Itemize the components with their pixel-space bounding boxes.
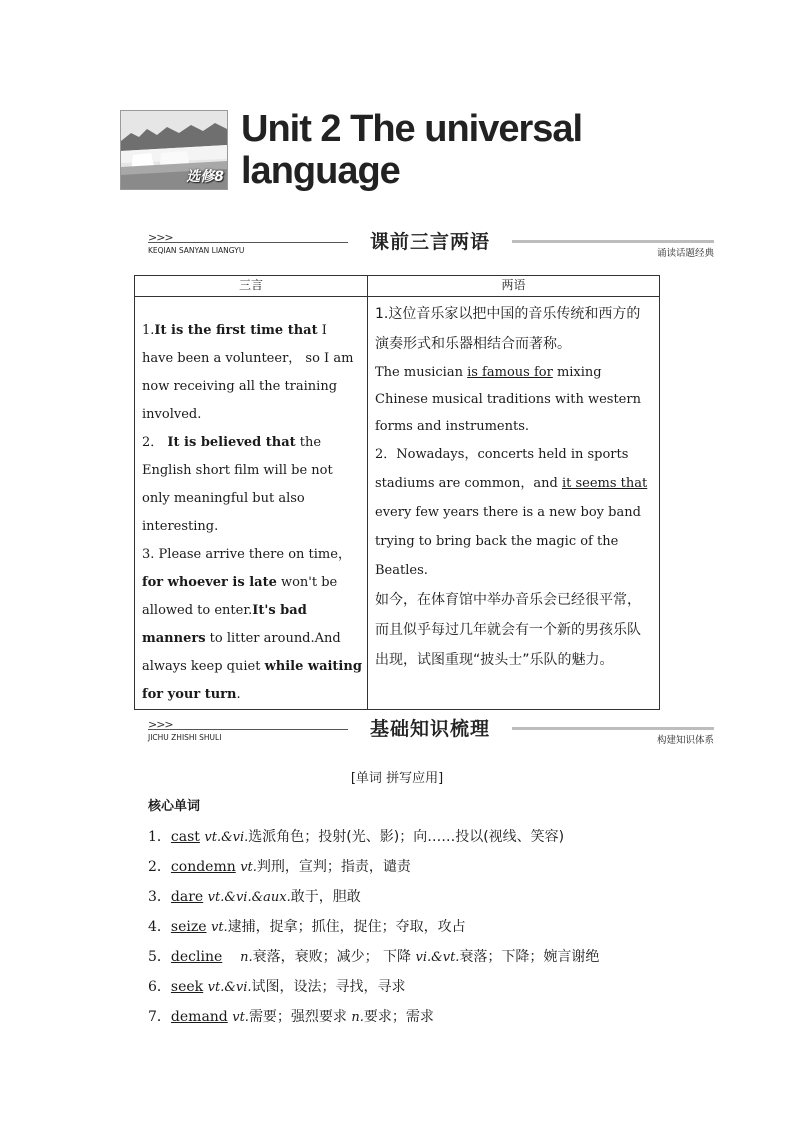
section-pinyin: KEQIAN SANYAN LIANGYU [148, 246, 245, 255]
part-of-speech: vt.&vi.&aux. [207, 890, 291, 905]
chevron-icon: >>> [148, 718, 173, 731]
banner-divider [148, 729, 348, 730]
translation-en [375, 440, 653, 585]
key-phrase: It's bad manners [142, 603, 307, 646]
word-meaning: 需要；强烈要求 [248, 1009, 352, 1025]
list-item [148, 1002, 708, 1032]
unit-title-line1: Unit 2 The universal [241, 108, 583, 150]
sentence-text: to litter around.And always keep quiet [142, 631, 341, 674]
chevron-icon: >>> [148, 231, 173, 244]
key-phrase: while waiting for your turn [142, 659, 362, 702]
translation-en [375, 359, 653, 440]
vocab-word: condemn [170, 859, 236, 875]
part-of-speech: n. [240, 950, 253, 965]
banner-divider [512, 727, 714, 730]
answer-blank: it seems that [561, 476, 648, 491]
part-of-speech: vi.&vt. [415, 950, 460, 965]
table-header-right: 两语 [368, 276, 660, 297]
vocab-list [148, 822, 708, 1032]
word-meaning: 衰落；下降；婉言谢绝 [459, 949, 600, 965]
list-item [148, 852, 708, 882]
word-meaning: 判刑，宣判；指责，谴责 [256, 859, 411, 875]
sentence-text: . [236, 687, 241, 702]
unit-title-line2: language [241, 150, 400, 192]
section-heading: 课前三言两语 [369, 231, 490, 253]
sentence-text: The musician [375, 365, 468, 380]
vocab-word: dare [170, 889, 204, 905]
section-heading: 基础知识梳理 [369, 718, 490, 740]
word-meaning: 衰落，衰败；减少； 下降 [252, 949, 416, 965]
table-cell-right [368, 297, 660, 710]
list-item [148, 942, 708, 972]
waterfall-photo [120, 110, 228, 190]
item-number: 5． [148, 949, 171, 965]
key-phrase: for whoever is late [142, 575, 277, 590]
word-meaning: 逮捕，捉拿；抓住，捉住；夺取，攻占 [227, 919, 466, 935]
part-of-speech: vt.&vi. [207, 980, 252, 995]
banner-divider [148, 242, 348, 243]
vocab-subheading: [单词 拼写应用] [350, 771, 444, 786]
unit-title [241, 108, 641, 192]
item-number: 3． [148, 889, 171, 905]
section-subtitle: 构建知识体系 [656, 735, 714, 746]
translation-zh: 1.这位音乐家以把中国的音乐传统和西方的演奏形式和乐器相结合而著称。 [375, 306, 641, 352]
section-pinyin: JICHU ZHISHI SHULI [148, 733, 222, 742]
phrase-table [134, 275, 660, 710]
item-number: 1． [148, 829, 171, 845]
word-meaning: 试图，设法；寻找，寻求 [251, 979, 406, 995]
sentence-num: 2． [142, 435, 164, 450]
unit-header [120, 108, 640, 192]
table-header-left: 三言 [135, 276, 368, 297]
part-of-speech: vt. [210, 920, 228, 935]
part-of-speech: vt. [232, 1010, 249, 1025]
item-number: 4． [148, 919, 171, 935]
part-of-speech: n. [351, 1010, 364, 1025]
sentence-text: 3. Please arrive there on time， [142, 547, 351, 562]
section-subtitle: 诵读话题经典 [656, 248, 714, 259]
banner-divider [512, 240, 714, 243]
sentence-text: every few years there is a new boy band trying to bring back the magic of the Beatles. [375, 505, 641, 578]
part-of-speech: vt.&vi. [204, 830, 249, 845]
vocab-word: decline [170, 949, 223, 965]
list-item [148, 912, 708, 942]
word-meaning: 敢于，胆敢 [290, 889, 361, 905]
answer-blank: is famous for [467, 365, 553, 380]
sentence-text: mixing Chinese musical traditions with western forms and instruments. [375, 365, 641, 434]
key-phrase: It is the first time that [154, 323, 318, 338]
item-number: 2． [148, 859, 171, 875]
vocab-word: seize [170, 919, 207, 935]
word-meaning: 要求；需求 [363, 1009, 434, 1025]
vocab-word: cast [170, 829, 200, 845]
vocab-word: seek [170, 979, 204, 995]
sentence-num: 1. [142, 323, 155, 338]
list-item [148, 822, 708, 852]
core-words-label: 核心单词 [148, 799, 201, 814]
item-number: 6． [148, 979, 171, 995]
vocab-word: demand [170, 1009, 228, 1025]
sentence-text: 2．Nowadays，concerts held in sports stadiums are common，and [375, 447, 629, 491]
item-number: 7． [148, 1009, 171, 1025]
list-item [148, 972, 708, 1002]
sentence-text: won't be allowed to enter. [142, 575, 338, 618]
key-phrase: It is believed that [167, 435, 296, 450]
section-banner-basics [148, 714, 714, 744]
sentence-text: I have been a volunteer， so I am now receiving all the training involved. [142, 323, 354, 422]
translation-zh: 如今，在体育馆中举办音乐会已经很平常，而且似乎每过几年就会有一个新的男孩乐队出现，试图重现“披头士”乐队的魅力。 [375, 592, 641, 668]
sentence-text: the English short film will be not only meaningful but also interesting. [142, 435, 333, 534]
list-item [148, 882, 708, 912]
word-meaning: 选派角色；投射(光、影)；向……投以(视线、笑容) [248, 829, 565, 845]
section-banner-preview [148, 227, 714, 257]
unit-tag: 选修8 [186, 169, 224, 185]
part-of-speech: vt. [240, 860, 257, 875]
table-cell-left [135, 297, 368, 710]
